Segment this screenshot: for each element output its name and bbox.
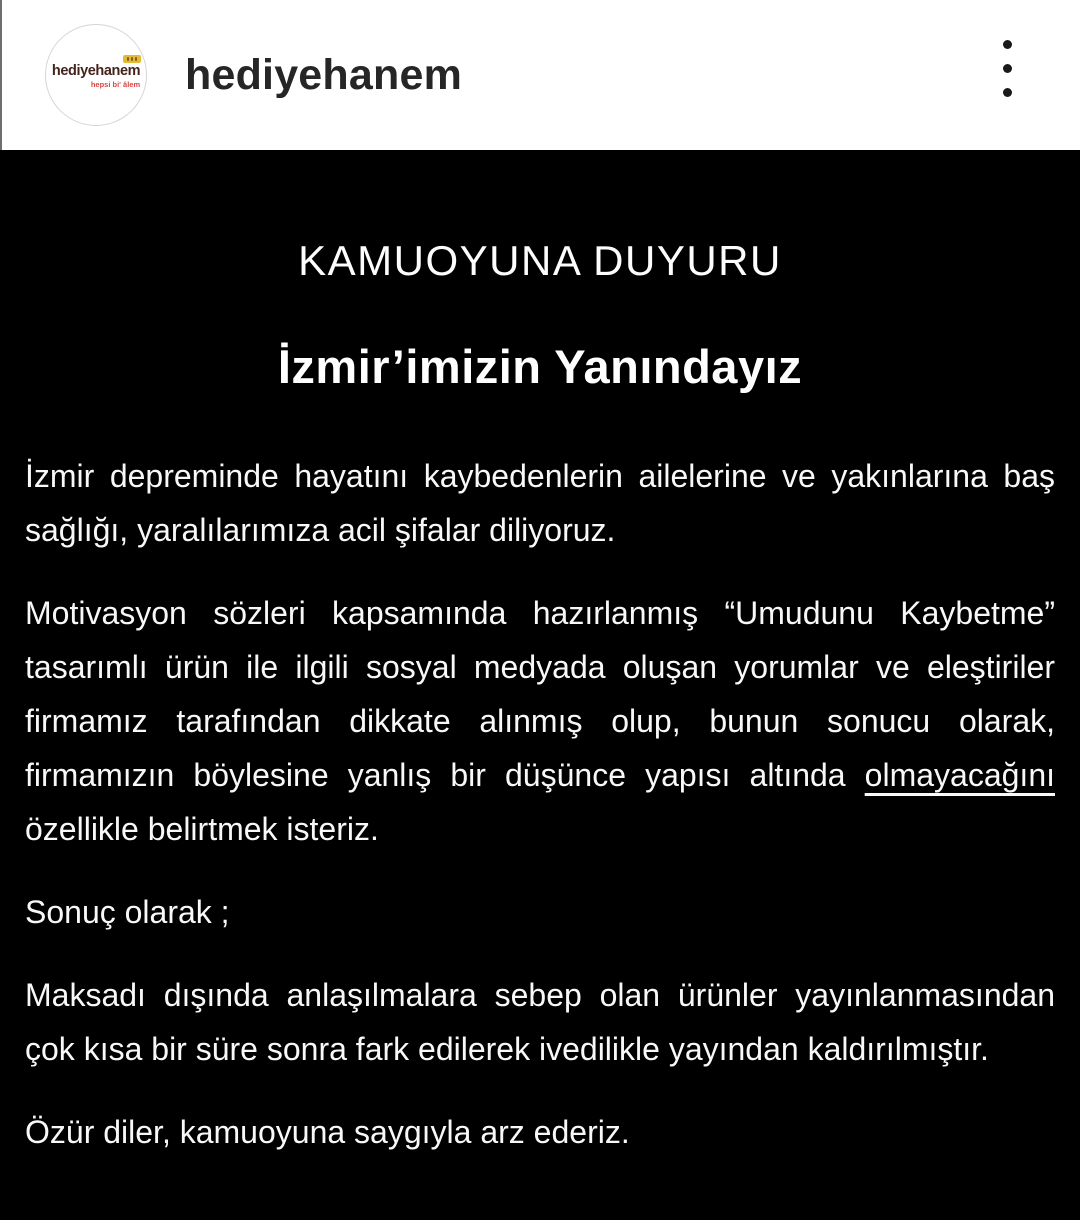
gift-badge-icon bbox=[123, 55, 141, 63]
paragraph-statement-text-1: Motivasyon sözleri kapsamında hazırlanmış “Umudunu Kaybetme” tasarımlı ürün ile ilgili sosyal medyada oluşan yorumlar ve eleştiriler firmamız tarafından dikkate alınmış olup, bunun sonucu olarak, firmamızın böylesine yanlış bir düşünce yapısı altında bbox=[25, 595, 1055, 794]
underlined-word: olmayacağını bbox=[864, 757, 1055, 794]
announcement-image[interactable] bbox=[0, 150, 1080, 1220]
kebab-menu-icon bbox=[1003, 40, 1012, 97]
logo-tagline: hepsi bi' âlem bbox=[90, 79, 141, 89]
announcement-subtitle: İzmir’imizin Yanındayız bbox=[277, 340, 803, 394]
profile-avatar[interactable] bbox=[45, 24, 147, 126]
username[interactable]: hediyehanem bbox=[185, 50, 463, 99]
more-options-button[interactable] bbox=[993, 30, 1022, 107]
paragraph-apology: Özür diler, kamuoyuna saygıyla arz ederiz. bbox=[25, 1114, 630, 1151]
paragraph-condolence: İzmir depreminde hayatını kaybedenlerin ailelerine ve yakınlarına baş sağlığı, yaralılarımıza acil şifalar diliyoruz. bbox=[25, 458, 1055, 549]
paragraph-statement bbox=[25, 586, 1055, 856]
brand-logo bbox=[52, 62, 140, 88]
logo-text: hediyehanem bbox=[51, 63, 141, 79]
paragraph-removal: Maksadı dışında anlaşılmalara sebep olan ürünler yayınlanmasından çok kısa bir süre sonra fark edilerek ivedilikle yayından kaldırılmıştır. bbox=[25, 977, 1055, 1068]
paragraph-statement-text-2: özellikle belirtmek isteriz. bbox=[25, 811, 379, 848]
announcement-title: KAMUOYUNA DUYURU bbox=[298, 237, 782, 284]
post-header bbox=[0, 0, 1080, 150]
paragraph-conclusion-label: Sonuç olarak ; bbox=[25, 894, 230, 931]
